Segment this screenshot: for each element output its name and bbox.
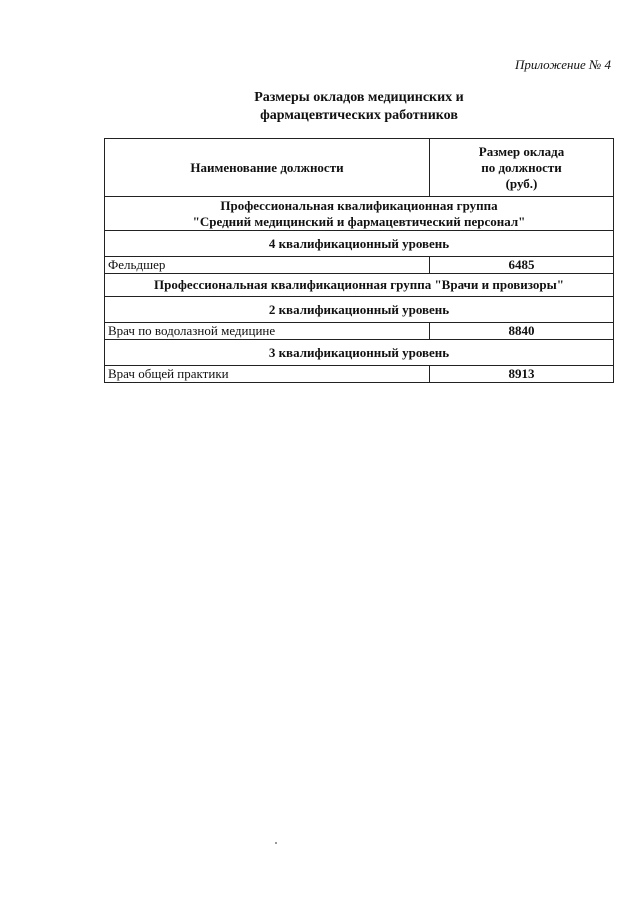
- row-1-salary: 6485: [430, 257, 614, 274]
- table-row: [105, 366, 614, 383]
- group-row: [105, 197, 614, 231]
- group-1-line-2: "Средний медицинский и фармацевтический персонал": [192, 213, 526, 229]
- group-row: [105, 274, 614, 297]
- row-1-position: Фельдшер: [105, 257, 430, 274]
- header-salary-line-3: (руб.): [505, 175, 538, 191]
- level-row: [105, 340, 614, 366]
- level-row: [105, 231, 614, 257]
- row-2-salary: 8840: [430, 323, 614, 340]
- table-row: [105, 257, 614, 274]
- row-3-position: Врач общей практики: [105, 366, 430, 383]
- header-salary-line-1: Размер оклада: [478, 143, 565, 159]
- salary-table: [104, 138, 614, 383]
- appendix-label: Приложение № 4: [514, 57, 611, 72]
- header-salary: [430, 139, 614, 197]
- document-title: [0, 89, 640, 125]
- table-header-row: [105, 139, 614, 197]
- header-position: Наименование должности: [105, 139, 430, 197]
- group-2-level-a: 2 квалификационный уровень: [105, 297, 614, 323]
- group-2-title: Профессиональная квалификационная группа "Врачи и провизоры": [105, 274, 614, 297]
- group-1-title: [105, 197, 614, 231]
- title-line-1: Размеры окладов медицинских и: [254, 90, 464, 105]
- row-3-salary: 8913: [430, 366, 614, 383]
- header-salary-line-2: по должности: [481, 159, 562, 175]
- scan-speck: [275, 842, 277, 844]
- table-row: [105, 323, 614, 340]
- row-2-position: Врач по водолазной медицине: [105, 323, 430, 340]
- group-1-line-1: Профессиональная квалификационная группа: [220, 197, 498, 213]
- group-1-level: 4 квалификационный уровень: [105, 231, 614, 257]
- level-row: [105, 297, 614, 323]
- title-line-2: фармацевтических работников: [260, 108, 458, 123]
- group-2-level-b: 3 квалификационный уровень: [105, 340, 614, 366]
